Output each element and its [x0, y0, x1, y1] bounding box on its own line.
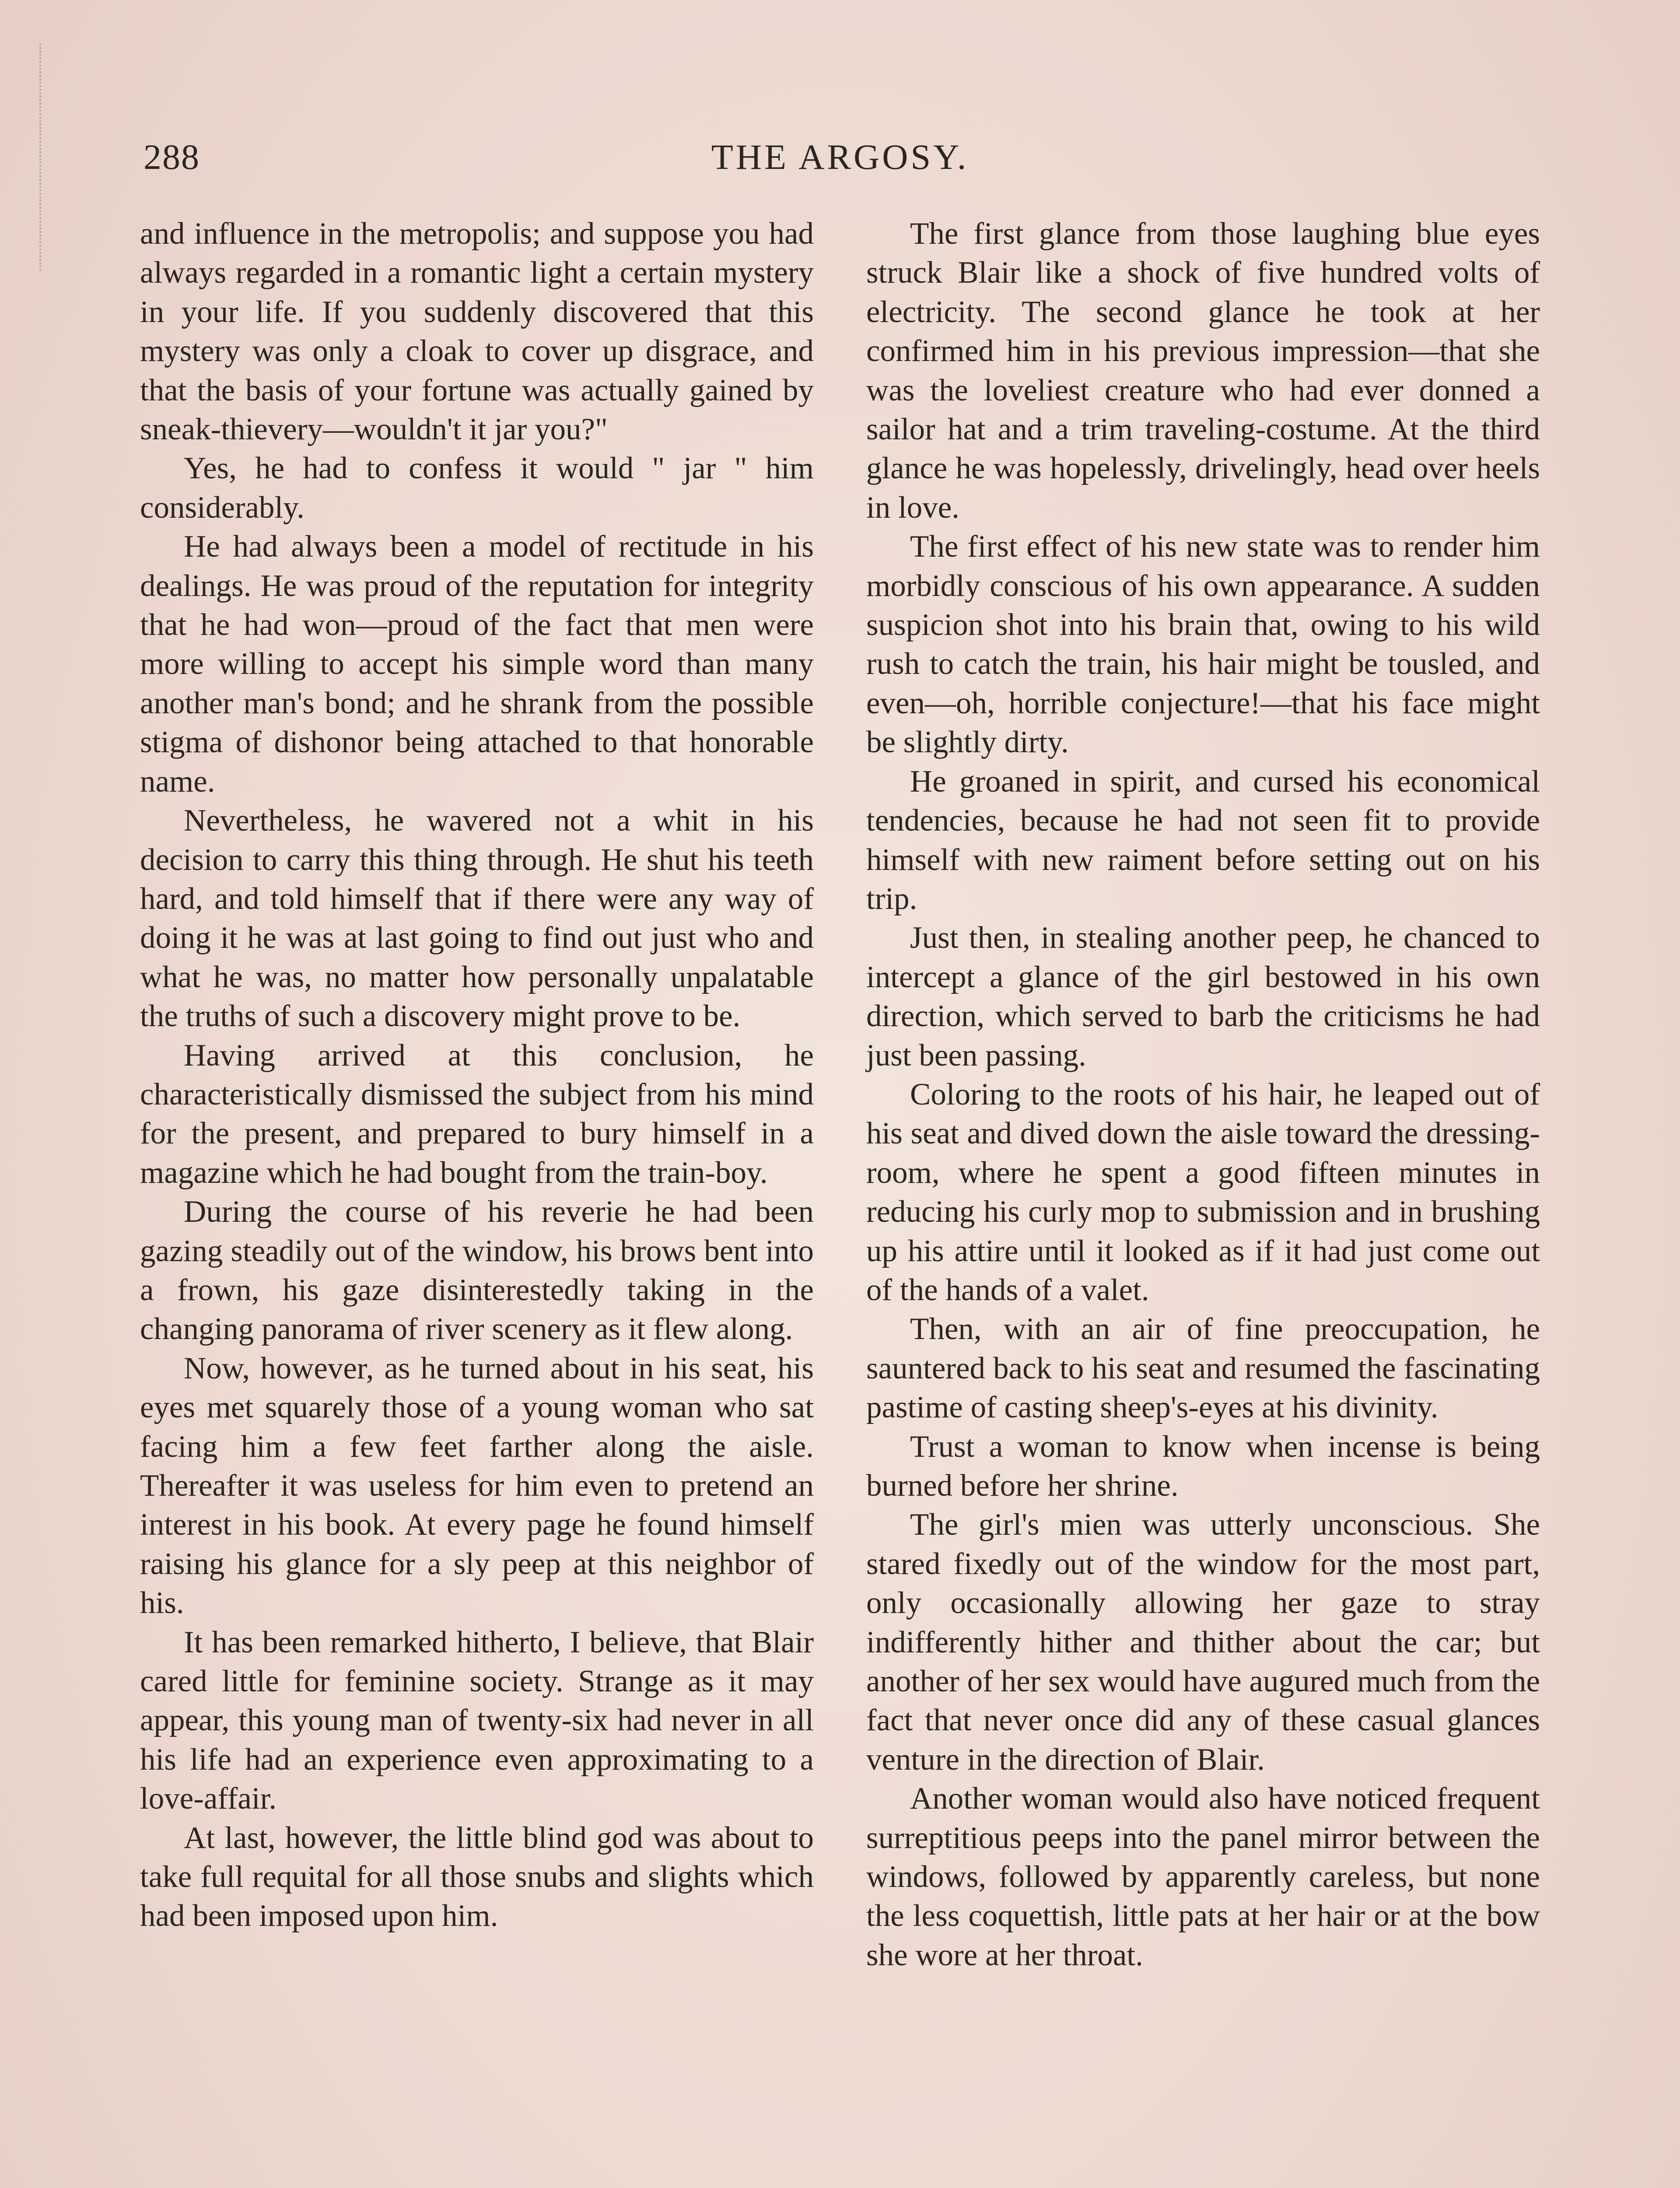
left-column — [140, 214, 814, 1975]
right-column — [866, 214, 1540, 1975]
paragraph: Then, with an air of fine preoccupation, he sauntered back to his seat and resumed the fascinating pastime of casting sheep's-eyes at his divinity. — [866, 1312, 1540, 1425]
page — [140, 131, 1540, 2188]
paragraph: Nevertheless, he wavered not a whit in his decision to carry this thing through. He shut his teeth hard, and told himself that if there were any way of doing it he was at last going to find out just who and what he was, no matter how personally unpalatable the truths of such a discovery might prove to be. — [140, 803, 814, 1034]
paragraph: The first glance from those laughing blue eyes struck Blair like a shock of five hundred volts of electricity. The second glance he took at her confirmed him in his previous impression—that she was the loveliest creature who had ever donned a sailor hat and a trim traveling-costume. At the third glance he was hopelessly, drivelingly, head over heels in love. — [866, 217, 1540, 525]
paragraph: The first effect of his new state was to render him morbidly conscious of his own appearance. A sudden suspicion shot into his brain that, owing to his wild rush to catch the train, his hair might be tousled, and even—oh, horrible conjecture!—that his face might be slightly dirty. — [866, 529, 1540, 760]
paragraph: He had always been a model of rectitude in his dealings. He was proud of the reputation for integrity that he had won—proud of the fact that men were more willing to accept his simple word than many another man's bond; and he shrank from the possible stigma of dishonor being attached to that honorable name. — [140, 529, 814, 799]
margin-marks — [39, 44, 46, 271]
running-title: THE ARGOSY. — [711, 137, 969, 177]
paragraph: Having arrived at this conclusion, he characteristically dismissed the subject from his mind for the present, and prepared to bury himself in a magazine which he had bought from the train-boy. — [140, 1038, 814, 1190]
paragraph: During the course of his reverie he had been gazing steadily out of the window, his brows bent into a frown, his gaze disinterestedly taking in the changing panorama of river scenery as it flew along. — [140, 1195, 814, 1346]
page-header — [140, 131, 1540, 193]
paragraph: Now, however, as he turned about in his seat, his eyes met squarely those of a young woman who sat facing him a few feet farther along the aisle. Thereafter it was useless for him even to pretend an interest in his book. At every page he found himself raising his glance for a sly peep at this neighbor of his. — [140, 1351, 814, 1620]
page-number: 288 — [144, 137, 200, 177]
paragraph: At last, however, the little blind god was about to take full requital for all those snubs and slights which had been imposed upon him. — [140, 1820, 814, 1933]
paragraph: Just then, in stealing another peep, he chanced to intercept a glance of the girl bestowed in his own direction, which served to barb the criticisms he had just been passing. — [866, 921, 1540, 1073]
text-columns — [140, 214, 1540, 1975]
paragraph: It has been remarked hitherto, I believe, that Blair cared little for feminine society. Strange as it may appear, this young man of twenty-six had never in all his life had an experience even approximating to a love-affair. — [140, 1625, 814, 1816]
paragraph: Coloring to the roots of his hair, he leaped out of his seat and dived down the aisle toward the dressing-room, where he spent a good fifteen minutes in reducing his curly mop to submission and in brushing up his attire until it looked as if it had just come out of the hands of a valet. — [866, 1077, 1540, 1307]
paragraph: Another woman would also have noticed frequent surreptitious peeps into the panel mirror between the windows, followed by apparently careless, but none the less coquettish, little pats at her hair or at the bow she wore at her throat. — [866, 1781, 1540, 1972]
paragraph: He groaned in spirit, and cursed his economical tendencies, because he had not seen fit to provide himself with new raiment before setting out on his trip. — [866, 764, 1540, 916]
paragraph: Trust a woman to know when incense is being burned before her shrine. — [866, 1429, 1540, 1503]
paragraph: The girl's mien was utterly unconscious. She stared fixedly out of the window for the most part, only occasionally allowing her gaze to stray indifferently hither and thither about the car; but another of her sex would have augured much from the fact that never once did any of these casual glances venture in the direction of Blair. — [866, 1508, 1540, 1777]
paragraph: Yes, he had to confess it would " jar " him considerably. — [140, 451, 814, 525]
paragraph: and influence in the metropolis; and suppose you had always regarded in a romantic light a certain mystery in your life. If you suddenly discovered that this mystery was only a cloak to cover up disgrace, and that the basis of your fortune was actually gained by sneak-thievery—wouldn't it jar you?" — [140, 217, 814, 447]
